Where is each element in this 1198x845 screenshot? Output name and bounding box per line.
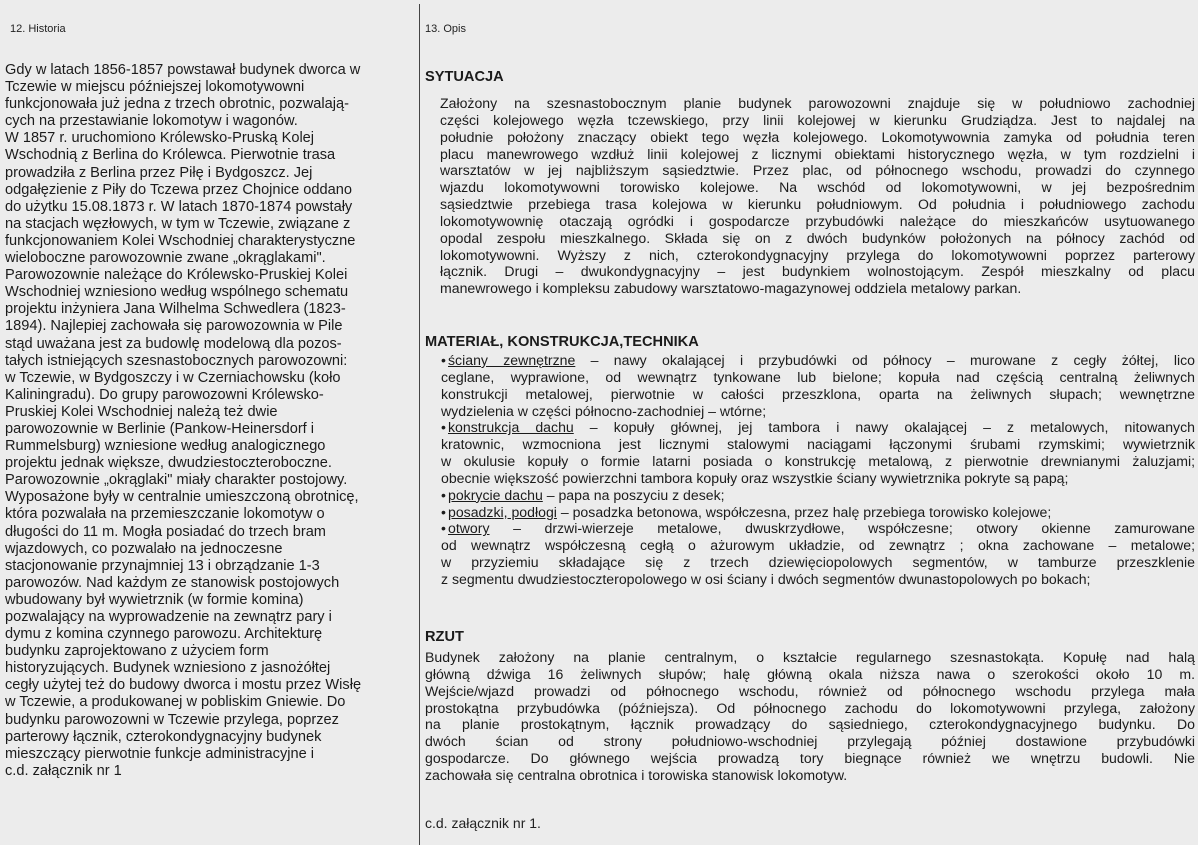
sytuacja-line: opodal zespołu mieszkalnego. Składa się on z dwóch budynków położonych na północy zachód od	[440, 229, 1195, 246]
historia-line: wjazdowych, co pozwalało na jednoczesne	[5, 540, 283, 557]
historia-line: Wschodnią z Berlina do Królewca. Pierwotnie trasa	[5, 147, 336, 164]
material-item-label: pokrycie dachu	[448, 486, 543, 503]
rzut-line: prostokątna przybudówka (późniejsza). Od północnego zachodu do lokomotywowni przylega, założony	[425, 699, 1195, 716]
material-item-line: obecnie większość powierzchni tambora kopuły oraz wszystkie ściany wywietrznika pokryte są papą;	[441, 469, 1069, 486]
rzut-body	[425, 649, 1195, 784]
historia-line: historyzujących. Budynek wzniesiono z jasnożółtej	[5, 660, 331, 677]
material-item-line: wydzielenia w części północno-zachodniej – wtórne;	[441, 402, 767, 419]
rzut-line: Budynek założony na planie centralnym, o kształcie regularnego szesnastokąta. Kopułę nad halą	[425, 649, 1195, 665]
material-item-line: od wewnątrz współczesną cegłą o ażurowym układzie, od zewnątrz ; okna zachowane – metalowe;	[441, 537, 1195, 554]
historia-line: cegły użytej też do budowy dworca i mostu przez Wisłę	[5, 677, 362, 694]
historia-line: W 1857 r. uruchomiono Królewsko-Pruską Kolej	[5, 130, 315, 147]
historia-line: na stacjach węzłowych, w tym w Tczewie, związane z	[5, 215, 351, 232]
historia-line: wbudowany był wywietrznik (w formie komina)	[5, 591, 304, 608]
bullet-icon: •	[441, 352, 446, 368]
historia-line: budynku zaprojektowano z użyciem form	[5, 643, 269, 660]
historia-line: c.d. załącznik nr 1	[5, 762, 122, 779]
footer-continuation: c.d. załącznik nr 1.	[425, 815, 541, 831]
material-heading: MATERIAŁ, KONSTRUKCJA,TECHNIKA	[425, 334, 699, 350]
historia-line: stąd uważana jest za budowlę modelową dla pozos-	[5, 335, 342, 352]
material-item-label: konstrukcja dachu	[448, 419, 574, 436]
material-item-first-line	[441, 419, 1195, 436]
rzut-heading: RZUT	[425, 629, 464, 645]
historia-line: projektu jednak większe, dwudziestoczteroboczne.	[5, 455, 332, 472]
rzut-line: Wejście/wjazd prowadzi od północnego wschodu, również od północnego wschodu przylega mała	[425, 682, 1195, 699]
sytuacja-line: lokomotywowni. Wyższy z nich, czterokondygnacyjny przylega do lokomotywowni poprzez parterowy	[440, 246, 1195, 263]
historia-line: projektu inżyniera Jana Wilhelma Schwedlera (1823-	[5, 301, 346, 318]
historia-line: Pruskiej Kolei Wschodniej należą też dwie	[5, 403, 278, 420]
historia-line: Tczewie w miejscu późniejszej lokomotywowni	[5, 79, 305, 96]
rzut-line: zachowała się centralna obrotnica i torowiska stanowisk lokomotyw.	[425, 766, 848, 783]
historia-line: w Tczewie, w Bydgoszczy i w Czerniachowsku (koło	[5, 369, 341, 386]
historia-line: wieloboczne parowozownie zwane „okrąglakami".	[5, 250, 326, 267]
sytuacja-body	[440, 95, 1195, 297]
material-item-first-line	[441, 520, 1195, 537]
material-item-first-line	[441, 487, 1195, 504]
material-item-line: ceglane, wyprawione, od wewnątrz tynkowane lub bielone; kopuła nad częścią centralną żeliwnych	[441, 368, 1195, 385]
rzut-section	[425, 628, 1195, 784]
material-item-text: – papa na poszyciu z desek;	[542, 486, 725, 503]
sytuacja-line: łącznik. Drugi – dwukondygnacyjny – jest budynkiem wolnostojącym. Zespół mieszkalny od placu	[440, 263, 1195, 280]
bullet-icon: •	[441, 520, 446, 537]
sytuacja-section	[425, 68, 1195, 297]
historia-line: parowozów. Nad każdym ze stanowisk postojowych	[5, 574, 340, 591]
material-item-line: kratownic, wzmocniona jest licznymi stalowymi naciągami łączonymi śrubami rzymskimi; wywietrznik	[441, 436, 1195, 453]
material-item-line: w przyziemiu składające się z trzech dziewięciopolowych segmentów, w tamburze przeszklenie	[441, 554, 1195, 571]
bullet-icon: •	[441, 419, 446, 436]
historia-line: Rummelsburg) wzniesione według analogicznego	[5, 438, 326, 455]
sytuacja-line: manewrowego i kompleksu zabudowy warsztatowo-magazynowej oddziela metalowy parkan.	[440, 280, 1022, 297]
sytuacja-heading: SYTUACJA	[425, 69, 504, 85]
sytuacja-line: części kolejowego węzła tczewskiego, przy linii kolejowej w kierunku Grudziądza. Jest to najdalej na	[440, 111, 1195, 128]
historia-line: Wschodniej wzniesiono według wspólnego schematu	[5, 284, 349, 301]
material-item-label: ściany zewnętrzne	[448, 352, 576, 368]
historia-line: długości do 11 m. Mogła posiadać do trzech bram	[5, 523, 326, 540]
historia-line: stacjonowanie przynajmniej 13 i obrządzanie 1-3	[5, 557, 320, 574]
material-item-label: posadzki, podłogi	[448, 503, 557, 520]
material-item-line: z segmentu dwudziestoczteropolowego w osi ściany i dwóch segmentów dwunastopolowych po bokach;	[441, 570, 1091, 587]
section-12-header: 12. Historia	[10, 23, 66, 35]
sytuacja-line: sąsiedztwie przebiega trasa kolejowa w kierunku południowym. Od południa i południowego zachodu	[440, 196, 1195, 213]
historia-line: Parowozownie należące do Królewsko-Pruskiej Kolei	[5, 267, 348, 284]
material-item-first-line	[441, 504, 1195, 521]
rzut-line: na planie prostokątnym, łącznik prowadzący do sąsiedniego, czterokondygnacyjnego budynku. Do	[425, 716, 1195, 733]
material-body	[441, 352, 1195, 588]
historia-line: tałych istniejących szesnastobocznych parowozowni:	[5, 352, 348, 369]
historia-line: Kaliningradu). Do grupy parowozowni Królewsko-	[5, 386, 324, 403]
historia-line: dymu z komina czynnego parowozu. Architekturę	[5, 626, 323, 643]
material-item-label: otwory	[448, 520, 490, 537]
material-item-text: – kopuły głównej, jej tambora i nawy okalającej – z metalowych, nitowanych	[573, 419, 1195, 436]
material-item-text: – drzwi-wierzeje metalowe, dwuskrzydłowe, współczesne; otwory okienne zamurowane	[489, 520, 1195, 537]
historia-line: 1894). Najlepiej zachowała się parowozownia w Pile	[5, 318, 343, 335]
historia-line: funkcjonowała już jedna z trzech obrotnic, pozwalają-	[5, 96, 349, 113]
material-section	[425, 333, 1195, 588]
historia-line: Parowozownie „okrąglaki" miały charakter postojowy.	[5, 472, 348, 489]
historia-line: Wyposażone były w centralnie umieszczoną obrotnicę,	[5, 489, 359, 506]
material-item-line: w okulusie kopuły o formie latarni posiada o konstrukcję metalową, z pierwotnie drewnianymi żaluzjami;	[441, 453, 1195, 470]
historia-line: mieszczący pierwotnie funkcje administracyjne i	[5, 745, 315, 762]
sytuacja-line: lokomotywownię otaczają ogródki i gospodarcze przybudówki należące do mieszkańców usytuowanego	[440, 212, 1195, 229]
bullet-icon: •	[441, 503, 446, 520]
historia-line: do użytku 15.08.1873 r. W latach 1870-1874 powstały	[5, 198, 353, 215]
sytuacja-line: wjazdu lokomotywowni torowisko kolejowe. Na wschód od lokomotywowni, w jej bezpośrednim	[440, 179, 1195, 196]
column-divider	[419, 4, 420, 845]
historia-line: cych na przestawianie lokomotyw i wagonów.	[5, 113, 298, 130]
material-item-text: – nawy okalającej i przybudówki od północy – murowane z cegły żółtej, lico	[575, 352, 1195, 368]
sytuacja-line: południe położony znaczący obiekt tego węzła kolejowego. Lokomotywownia zamyka od południa teren	[440, 128, 1195, 145]
material-item-first-line	[441, 352, 1195, 369]
historia-line: Gdy w latach 1856-1857 powstawał budynek dworca w	[5, 62, 361, 78]
sytuacja-line: placu manewrowego wzdłuż linii kolejowej z licznymi obiektami historycznego węzła, w tym rozdzielni i	[440, 145, 1195, 162]
historia-text	[5, 62, 415, 780]
historia-line: odgałęzienie z Piły do Tczewa przez Chojnice oddano	[5, 181, 352, 198]
historia-line: w Tczewie, a produkowanej w pobliskim Gniewie. Do	[5, 694, 346, 711]
historia-line: funkcjonowaniem Kolei Wschodniej charakterystyczne	[5, 232, 356, 249]
historia-line: parterowy łącznik, czterokondygnacyjny budynek	[5, 728, 322, 745]
section-13-header: 13. Opis	[425, 23, 466, 35]
material-item-line: konstrukcji metalowej, pierwotnie w całości przeszklona, oparta na żeliwnych słupach; wewnętrzne	[441, 385, 1195, 402]
historia-line: która pozwalała na przemieszczanie lokomotyw o	[5, 506, 325, 523]
rzut-line: gospodarcze. Do głównego wejścia prowadzą tory biegnące również we wnętrzu budowli. Nie	[425, 750, 1195, 767]
sytuacja-line: Założony na szesnastobocznym planie budynek parowozowni znajduje się w południowo zachodniej	[440, 95, 1195, 111]
rzut-line: dwóch ścian od strony południowo-wschodniej przylegają później dostawione przybudówki	[425, 733, 1195, 750]
sytuacja-line: warsztatów w jej najbliższym sąsiedztwie. Przez plac, od północnego wschodu, prowadzi do czynnego	[440, 162, 1195, 179]
historia-line: prowadziła z Berlina przez Piłę i Bydgoszcz. Jej	[5, 164, 313, 181]
rzut-line: główną dźwiga 16 żeliwnych słupów; halę główną okala niższa nawa o szerokości około 10 m.	[425, 665, 1195, 682]
material-item-text: – posadzka betonowa, współczesna, przez halę przebiega torowisko kolejowe;	[556, 503, 1052, 520]
bullet-icon: •	[441, 486, 446, 503]
historia-line: pozwalający na wyprowadzenie na zewnątrz pary i	[5, 609, 332, 625]
historia-line: parowozownie w Berlinie (Pankow-Heinersdorf i	[5, 420, 315, 437]
historia-line: budynku parowozowni w Tczewie przylega, poprzez	[5, 711, 339, 728]
